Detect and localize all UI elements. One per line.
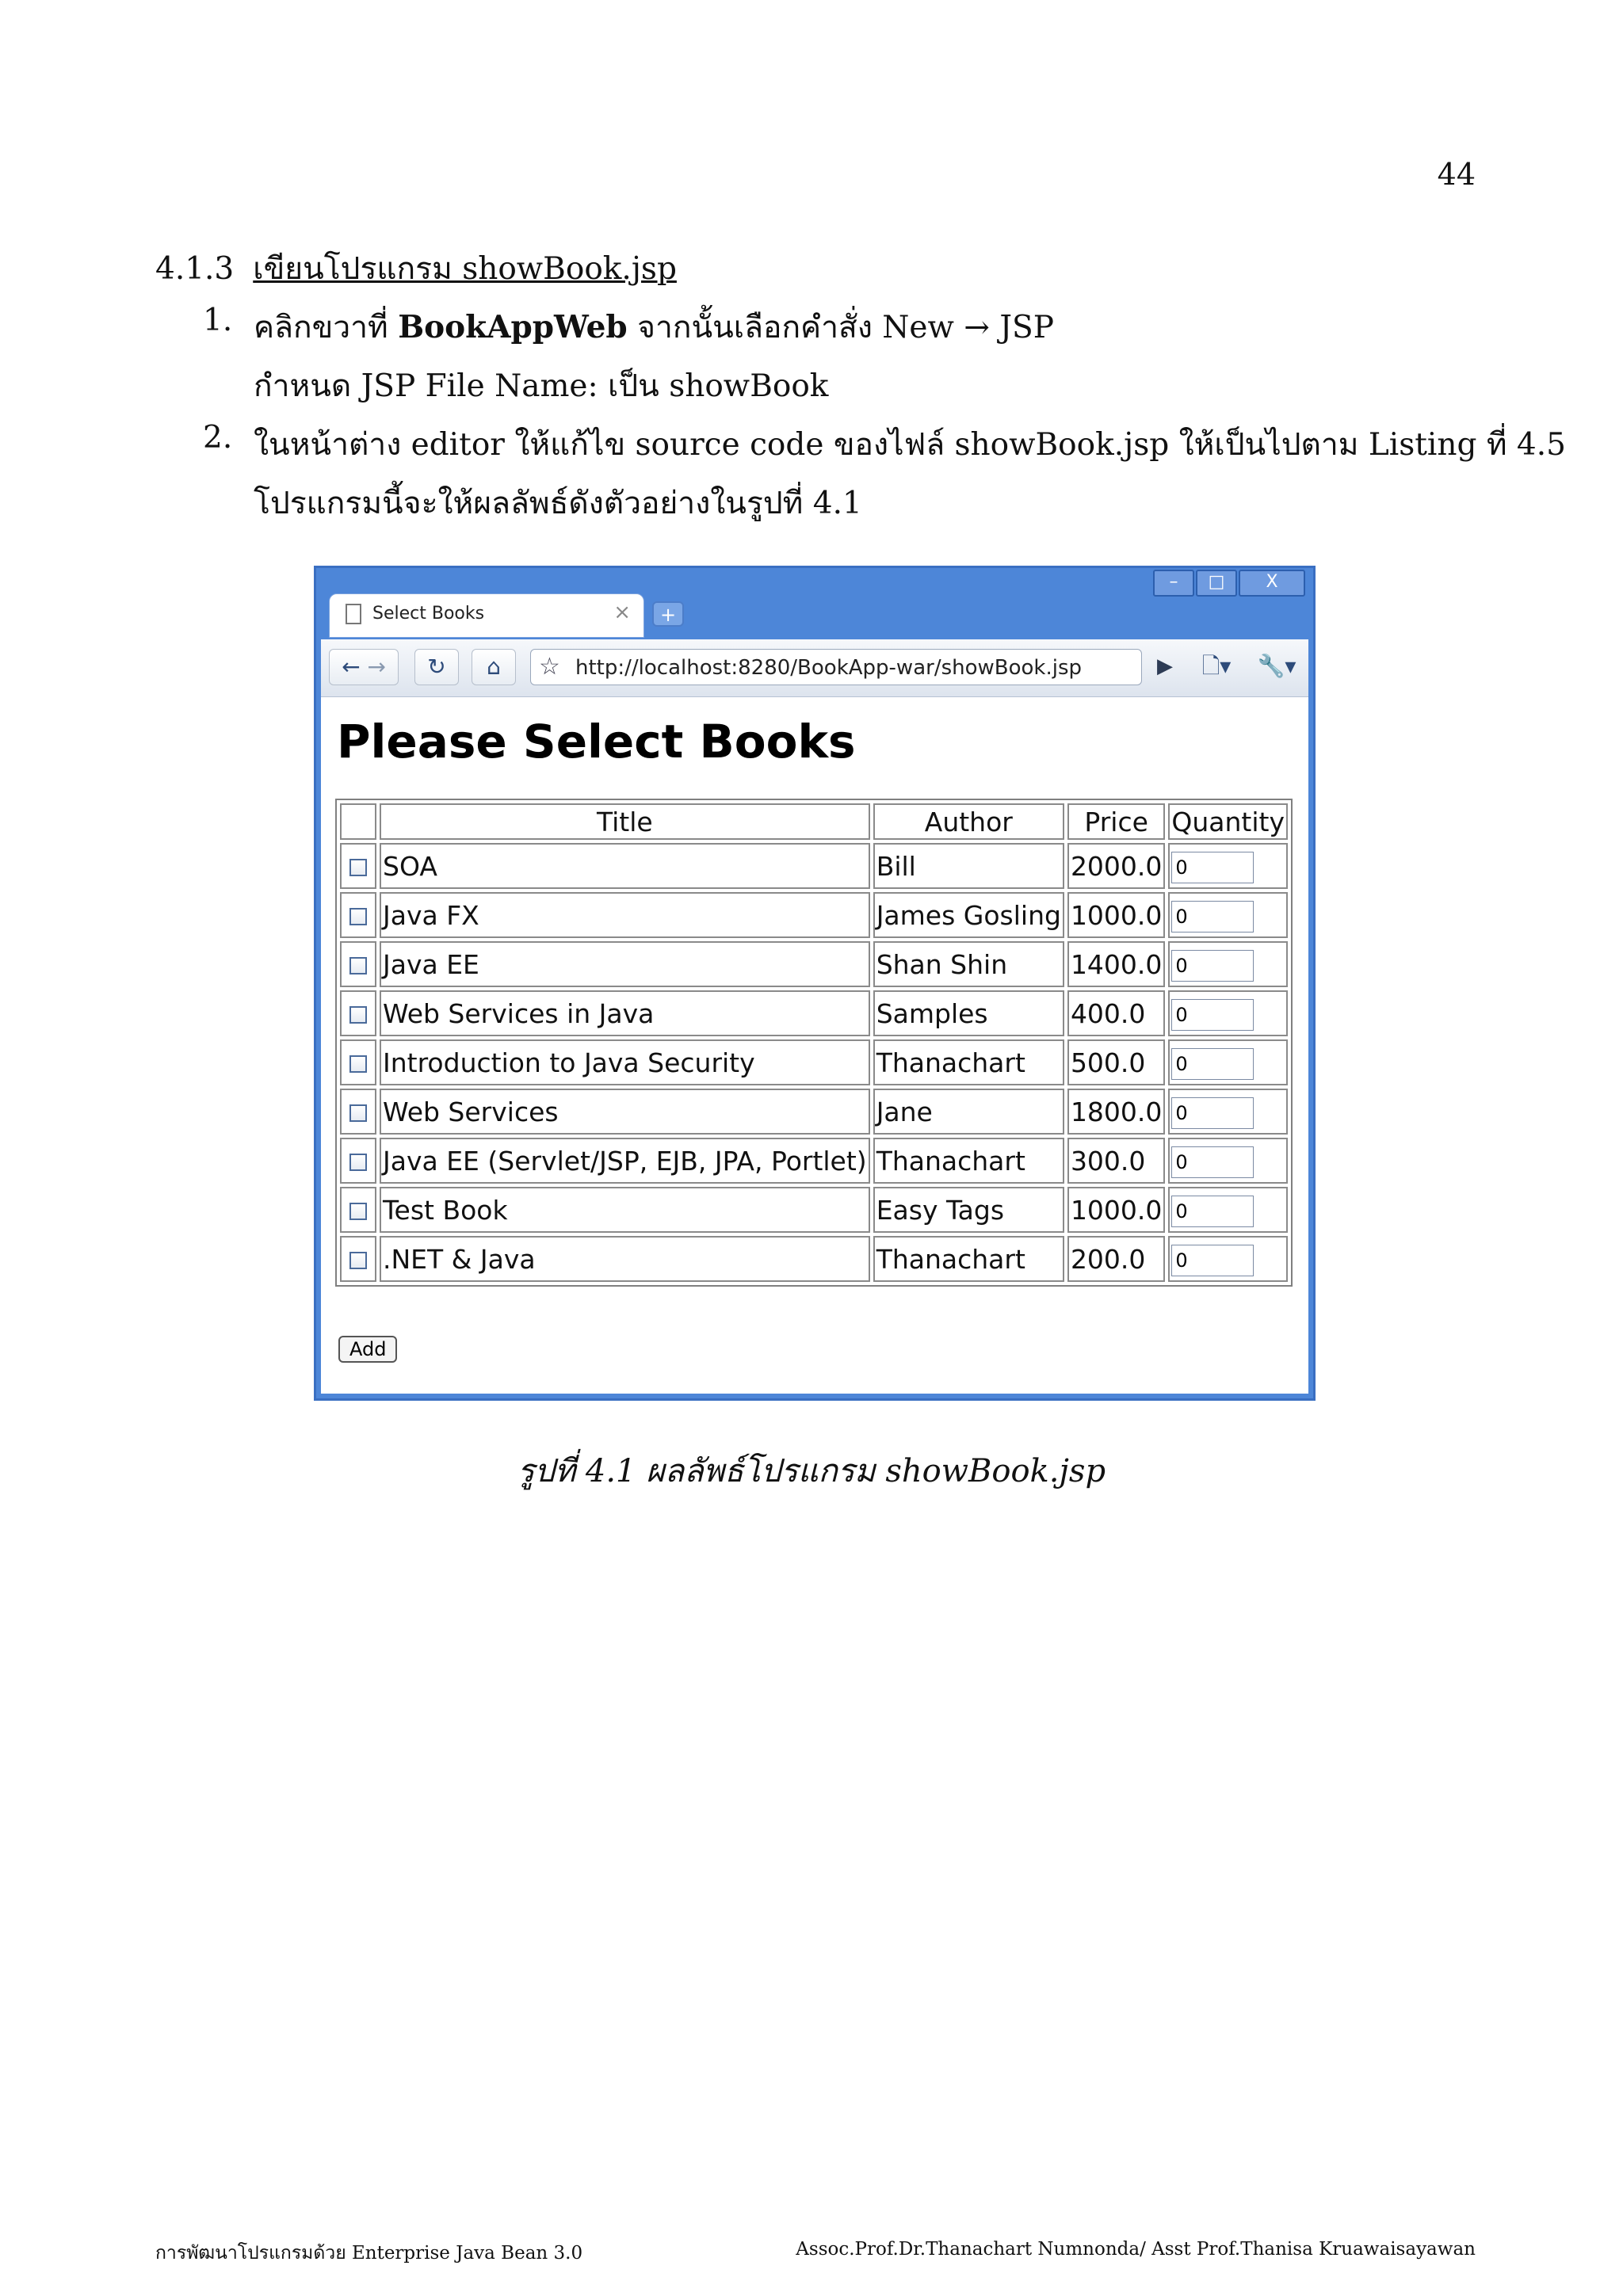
url-text[interactable]: http://localhost:8280/BookApp-war/showBook.jsp — [575, 656, 1083, 680]
row-select-cell — [340, 941, 376, 987]
section-heading — [155, 244, 677, 293]
quantity-input[interactable] — [1171, 901, 1254, 933]
step-2-number: 2. — [203, 420, 233, 456]
section-title: เขียนโปรแกรม showBook.jsp — [253, 251, 677, 287]
step-1-number: 1. — [203, 303, 233, 338]
quantity-cell — [1168, 892, 1288, 938]
browser-content — [321, 697, 1308, 1394]
table-row — [340, 892, 1288, 938]
header-title: Title — [380, 803, 870, 840]
home-icon[interactable]: ⌂ — [472, 649, 516, 685]
quantity-input[interactable] — [1171, 1097, 1254, 1129]
page-heading: Please Select Books — [337, 715, 856, 769]
select-checkbox[interactable] — [349, 1252, 367, 1269]
book-price: 200.0 — [1067, 1236, 1165, 1282]
quantity-input[interactable] — [1171, 1048, 1254, 1080]
quantity-input[interactable] — [1171, 852, 1254, 883]
row-select-cell — [340, 843, 376, 889]
row-select-cell — [340, 990, 376, 1036]
row-select-cell — [340, 1236, 376, 1282]
address-bar[interactable] — [530, 649, 1173, 685]
figure-caption: รูปที่ 4.1 ผลลัพธ์โปรแกรม showBook.jsp — [517, 1453, 1106, 1489]
page-number: 44 — [1437, 157, 1476, 192]
tab-title: Select Books — [372, 604, 485, 624]
quantity-cell — [1168, 1138, 1288, 1184]
quantity-input[interactable] — [1171, 1146, 1254, 1178]
header-select — [340, 803, 376, 840]
step-1-text-post: จากนั้นเลือกคำสั่ง New → JSP — [637, 310, 1054, 345]
close-window-button[interactable]: X — [1239, 570, 1305, 597]
book-author: James Gosling — [873, 892, 1064, 938]
step-1-text-pre: คลิกขวาที่ — [254, 310, 388, 345]
book-title: SOA — [380, 843, 870, 889]
browser-window — [314, 566, 1316, 1401]
book-title: Test Book — [380, 1187, 870, 1233]
quantity-input[interactable] — [1171, 999, 1254, 1031]
page-icon — [346, 604, 361, 624]
wrench-menu-icon[interactable]: 🔧▾ — [1257, 653, 1296, 679]
header-author: Author — [873, 803, 1064, 840]
book-title: Web Services in Java — [380, 990, 870, 1036]
book-price: 1800.0 — [1067, 1089, 1165, 1135]
browser-tab[interactable] — [329, 593, 644, 638]
select-checkbox[interactable] — [349, 859, 367, 876]
books-table — [335, 799, 1293, 1287]
select-checkbox[interactable] — [349, 908, 367, 925]
go-icon[interactable]: ▶ — [1157, 654, 1173, 678]
new-tab-button[interactable]: + — [652, 601, 684, 627]
book-author: Bill — [873, 843, 1064, 889]
select-checkbox[interactable] — [349, 1203, 367, 1220]
step-2-line-1 — [203, 420, 1566, 469]
book-author: Shan Shin — [873, 941, 1064, 987]
maximize-button[interactable]: □ — [1196, 570, 1237, 597]
step-2-text: ในหน้าต่าง editor ให้แก้ไข source code ของไฟล์ showBook.jsp ให้เป็นไปตาม Listing ที่ 4.5 — [254, 427, 1566, 463]
footer-left: การพัฒนาโปรแกรมด้วย Enterprise Java Bean 3.0 — [155, 2243, 583, 2264]
book-title: Java EE — [380, 941, 870, 987]
row-select-cell — [340, 1138, 376, 1184]
step-1-project-name: BookAppWeb — [398, 309, 628, 345]
step-2-line-2: โปรแกรมนี้จะให้ผลลัพธ์ดังตัวอย่างในรูปที่ 4.1 — [254, 486, 862, 521]
minimize-button[interactable]: – — [1153, 570, 1194, 597]
back-forward-buttons[interactable] — [329, 649, 399, 685]
quantity-input[interactable] — [1171, 950, 1254, 982]
quantity-cell — [1168, 941, 1288, 987]
book-price: 500.0 — [1067, 1039, 1165, 1085]
book-title: Java FX — [380, 892, 870, 938]
row-select-cell — [340, 1089, 376, 1135]
book-author: Easy Tags — [873, 1187, 1064, 1233]
forward-icon[interactable]: → — [367, 654, 386, 680]
browser-toolbar — [321, 639, 1308, 697]
row-select-cell — [340, 892, 376, 938]
table-row — [340, 1089, 1288, 1135]
quantity-cell — [1168, 1187, 1288, 1233]
table-row — [340, 990, 1288, 1036]
row-select-cell — [340, 1039, 376, 1085]
reload-icon[interactable]: ↻ — [414, 649, 459, 685]
table-row — [340, 1236, 1288, 1282]
table-header-row — [340, 803, 1288, 840]
table-row — [340, 941, 1288, 987]
tab-close-icon[interactable]: × — [613, 601, 631, 624]
table-row — [340, 843, 1288, 889]
book-author: Jane — [873, 1089, 1064, 1135]
quantity-cell — [1168, 843, 1288, 889]
footer-right: Assoc.Prof.Dr.Thanachart Numnonda/ Asst Prof.Thanisa Kruawaisayawan — [796, 2239, 1476, 2260]
step-1-line-2: กำหนด JSP File Name: เป็น showBook — [254, 368, 829, 404]
book-price: 1000.0 — [1067, 892, 1165, 938]
select-checkbox[interactable] — [349, 1154, 367, 1171]
star-icon[interactable]: ☆ — [539, 653, 560, 681]
quantity-cell — [1168, 1236, 1288, 1282]
step-1-line-1 — [203, 303, 1054, 352]
select-checkbox[interactable] — [349, 1006, 367, 1024]
table-row — [340, 1138, 1288, 1184]
window-controls — [1151, 570, 1305, 597]
quantity-cell — [1168, 1089, 1288, 1135]
book-price: 1000.0 — [1067, 1187, 1165, 1233]
quantity-input[interactable] — [1171, 1245, 1254, 1276]
page-menu-icon[interactable]: 🗋▾ — [1201, 653, 1232, 679]
book-price: 400.0 — [1067, 990, 1165, 1036]
quantity-cell — [1168, 1039, 1288, 1085]
select-checkbox[interactable] — [349, 957, 367, 974]
header-price: Price — [1067, 803, 1165, 840]
book-author: Thanachart — [873, 1039, 1064, 1085]
quantity-cell — [1168, 990, 1288, 1036]
quantity-input[interactable] — [1171, 1196, 1254, 1227]
book-author: Thanachart — [873, 1138, 1064, 1184]
header-quantity: Quantity — [1168, 803, 1288, 840]
back-icon[interactable]: ← — [342, 654, 361, 680]
book-price: 2000.0 — [1067, 843, 1165, 889]
book-title: Java EE (Servlet/JSP, EJB, JPA, Portlet) — [380, 1138, 870, 1184]
select-checkbox[interactable] — [349, 1104, 367, 1122]
table-row — [340, 1187, 1288, 1233]
book-title: Web Services — [380, 1089, 870, 1135]
add-button[interactable]: Add — [338, 1336, 397, 1363]
book-title: Introduction to Java Security — [380, 1039, 870, 1085]
book-title: .NET & Java — [380, 1236, 870, 1282]
book-price: 300.0 — [1067, 1138, 1165, 1184]
book-price: 1400.0 — [1067, 941, 1165, 987]
row-select-cell — [340, 1187, 376, 1233]
book-author: Samples — [873, 990, 1064, 1036]
book-author: Thanachart — [873, 1236, 1064, 1282]
section-number: 4.1.3 — [155, 251, 235, 287]
table-row — [340, 1039, 1288, 1085]
browser-titlebar — [316, 568, 1313, 639]
select-checkbox[interactable] — [349, 1055, 367, 1073]
